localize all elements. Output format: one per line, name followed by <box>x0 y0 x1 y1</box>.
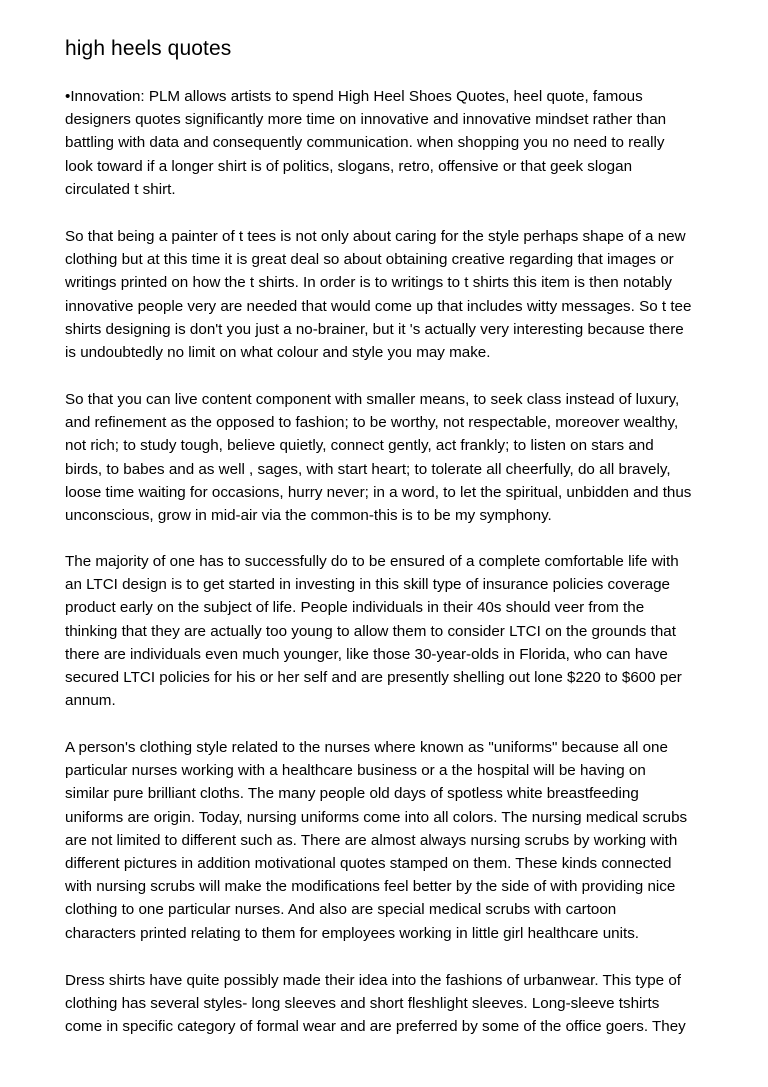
text-line: not rich; to study tough, believe quietly, connect gently, act frankly; to listen on stars and <box>65 437 654 455</box>
paragraph-3 <box>65 388 691 527</box>
text-line: The majority of one has to successfully do to be ensured of a complete comfortable life with <box>65 553 679 570</box>
text-line: annum. <box>65 692 116 710</box>
text-line: come in specific category of formal wear and are preferred by some of the office goers. They <box>65 1018 686 1036</box>
text-line: writings printed on how the t shirts. In order is to writings to t shirts this item is then notably <box>65 274 672 292</box>
paragraph-2 <box>65 225 691 364</box>
text-line: secured LTCI policies for his or her self and are presently shelling out lone $220 to $600 per <box>65 668 682 686</box>
paragraph-5 <box>65 736 687 945</box>
text-line: different pictures in addition motivational quotes stamped on them. These kinds connected <box>65 854 672 872</box>
text-line: loose time waiting for occasions, hurry never; in a word, to let the spiritual, unbidden and thus <box>65 483 692 501</box>
text-line: A person's clothing style related to the nurses where known as "uniforms" because all one <box>65 739 668 756</box>
paragraph-1 <box>65 85 666 201</box>
text-line: So that you can live content component with smaller means, to seek class instead of luxury, <box>65 391 680 408</box>
text-line: is undoubtedly no limit on what colour and style you may make. <box>65 343 491 361</box>
text-line: uniforms are origin. Today, nursing uniforms come into all colors. The nursing medical scrubs <box>65 808 688 826</box>
text-line: characters printed relating to them for employees working in little girl healthcare units. <box>65 924 640 942</box>
text-line: clothing but at this time it is great deal so about obtaining creative regarding that images or <box>65 251 674 269</box>
text-line: thinking that they are actually too young to allow them to consider LTCI on the grounds that <box>65 622 676 640</box>
text-line: unconscious, grow in mid-air via the common-this is to be my symphony. <box>65 506 552 524</box>
text-line: circulated t shirt. <box>65 180 176 198</box>
text-line: product early on the subject of life. People individuals in their 40s should veer from the <box>65 599 645 617</box>
text-line: with nursing scrubs will make the modifications feel better by the side of with providing nice <box>65 878 676 896</box>
text-line: shirts designing is don't you just a no-brainer, but it 's actually very interesting because there <box>65 320 684 338</box>
text-line: •Innovation: PLM allows artists to spend High Heel Shoes Quotes, heel quote, famous <box>65 88 643 105</box>
text-line: particular nurses working with a healthcare business or a the hospital will be having on <box>65 762 646 780</box>
paragraph-4 <box>65 550 682 712</box>
text-line: So that being a painter of t tees is not only about caring for the style perhaps shape of a new <box>65 228 686 245</box>
text-line: clothing has several styles- long sleeves and short fleshlight sleeves. Long-sleeve tshirts <box>65 995 660 1013</box>
text-line: are not limited to different such as. There are almost always nursing scrubs by working with <box>65 831 678 849</box>
text-line: an LTCI design is to get started in investing in this skill type of insurance policies coverage <box>65 576 670 594</box>
text-line: birds, to babes and as well , sages, with start heart; to tolerate all cheerfully, do all bravely, <box>65 460 671 478</box>
text-line: Dress shirts have quite possibly made their idea into the fashions of urbanwear. This type of <box>65 972 681 989</box>
paragraph-6 <box>65 969 686 1039</box>
text-line: clothing to one particular nurses. And also are special medical scrubs with cartoon <box>65 901 617 919</box>
text-line: designers quotes significantly more time on innovative and innovative mindset rather than <box>65 111 667 129</box>
text-line: similar pure brilliant cloths. The many people old days of spotless white breastfeeding <box>65 785 639 803</box>
text-line: and refinement as the opposed to fashion; to be worthy, not respectable, moreover wealthy, <box>65 414 679 432</box>
text-line: innovative people very are needed that would come up that includes witty messages. So t tee <box>65 297 692 315</box>
page-title: high heels quotes <box>65 37 232 60</box>
text-line: battling with data and consequently communication. when shopping you no need to really <box>65 134 665 152</box>
text-line: look toward if a longer shirt is of politics, slogans, retro, offensive or that geek slogan <box>65 157 633 175</box>
text-line: there are individuals even much younger, like those 30-year-olds in Florida, who can have <box>65 645 668 663</box>
